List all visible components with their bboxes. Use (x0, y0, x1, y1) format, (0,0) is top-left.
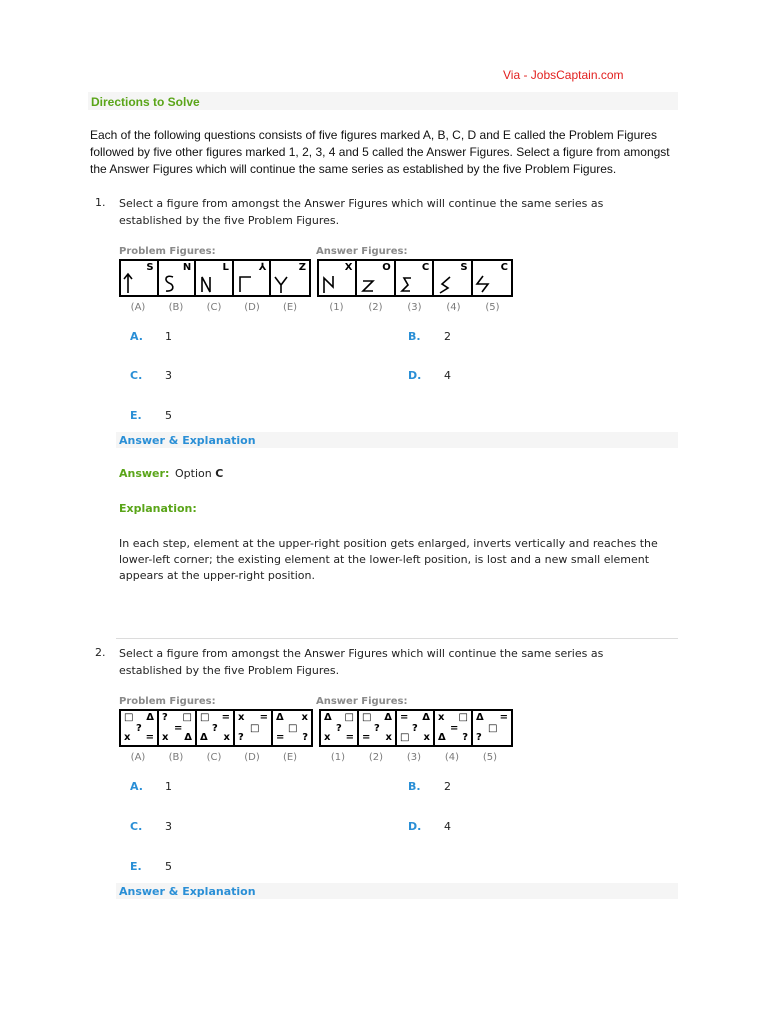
figure-symbol: Δ (324, 712, 332, 723)
problem-figure-1 (121, 711, 159, 745)
caption: (1) (329, 302, 344, 313)
option-e-value[interactable]: 5 (165, 860, 172, 873)
option-a-letter[interactable]: A. (130, 780, 143, 793)
option-c-letter[interactable]: C. (130, 820, 143, 833)
figure-symbol: ? (136, 723, 142, 734)
problem-figure-c (196, 261, 234, 295)
l-shape-figure (234, 261, 270, 295)
caption: (A) (130, 752, 146, 763)
option-b-letter[interactable]: B. (408, 780, 421, 793)
option-a-letter[interactable]: A. (130, 330, 143, 343)
directions-title: Directions to Solve (91, 95, 200, 109)
figure-symbol: = (276, 732, 285, 743)
small-element: N (182, 262, 192, 273)
answer-figure-5 (473, 711, 511, 745)
figure-symbol: = (499, 712, 508, 723)
figure-symbol: ? (462, 732, 468, 743)
figure-symbol: □ (288, 723, 298, 734)
figure-symbol: = (145, 732, 154, 743)
figure-symbol: □ (400, 732, 410, 743)
figure-symbol: x (238, 712, 245, 723)
answer-figure-3 (397, 711, 435, 745)
figure-symbol: □ (200, 712, 210, 723)
figure-symbol: □ (344, 712, 354, 723)
problem-figure-a (121, 261, 159, 295)
figure-symbol: x (301, 712, 308, 723)
figure-symbol: x (324, 732, 331, 743)
figure-symbol: ? (336, 723, 342, 734)
answer-figure-1 (319, 261, 357, 295)
figure-symbol: = (221, 712, 230, 723)
question-text: Select a figure from amongst the Answer Figures which will continue the same series as established by the five Problem Figures. (119, 647, 604, 677)
problem-figure-5 (273, 711, 311, 745)
problem-figure-e (271, 261, 309, 295)
caption: (B) (168, 302, 184, 313)
explanation-label: Explanation: (119, 502, 197, 515)
option-e-letter[interactable]: E. (130, 409, 142, 422)
answer-figures-label: Answer Figures: (316, 696, 408, 707)
y-shape-figure (271, 261, 307, 295)
figure-symbol: x (162, 732, 169, 743)
small-element: C (421, 262, 430, 273)
caption: (3) (407, 302, 422, 313)
problem-figure-3 (197, 711, 235, 745)
problem-figure-b (159, 261, 197, 295)
figure-symbol: = (259, 712, 268, 723)
z-shape-figure (357, 261, 394, 295)
caption: (D) (244, 302, 260, 313)
caption: (4) (446, 302, 461, 313)
answer-option: C (215, 467, 224, 480)
explanation-text: In each step, element at the upper-right position gets enlarged, inverts vertically and reaches the lower-left corner; the existing element at the lower-left position, is lost and a new small element appears at the upper-right position. (119, 537, 658, 582)
answer-prefix: Option (175, 467, 212, 480)
figure-symbol: = (345, 732, 354, 743)
s-shape-figure (473, 261, 510, 295)
option-d-value[interactable]: 4 (444, 369, 451, 382)
caption: (3) (406, 752, 422, 763)
caption: (A) (130, 302, 146, 313)
answer-figure-5 (473, 261, 511, 295)
answer-figures-row (319, 709, 513, 747)
up-arrow-figure (121, 261, 157, 295)
figure-symbol: ? (412, 723, 418, 734)
figure-symbol: Δ (200, 732, 208, 743)
figure-symbol: Δ (276, 712, 284, 723)
option-b-value[interactable]: 2 (444, 330, 451, 343)
option-c-letter[interactable]: C. (130, 369, 143, 382)
caption: (5) (485, 302, 500, 313)
problem-figures-label: Problem Figures: (119, 696, 216, 707)
figure-symbol: □ (458, 712, 468, 723)
figure-symbol: = (362, 732, 371, 743)
figure-symbol: □ (488, 723, 498, 734)
figure-symbol: x (223, 732, 230, 743)
caption: (5) (482, 752, 498, 763)
option-d-value[interactable]: 4 (444, 820, 451, 833)
caption: (E) (282, 752, 298, 763)
option-b-letter[interactable]: B. (408, 330, 421, 343)
figure-symbol: Δ (384, 712, 392, 723)
figure-symbol: x (124, 732, 131, 743)
small-element: L (222, 262, 229, 273)
answer-figure-4 (435, 711, 473, 745)
option-c-value[interactable]: 3 (165, 820, 172, 833)
answer-figure-2 (357, 261, 395, 295)
option-c-value[interactable]: 3 (165, 369, 172, 382)
answer-figure-captions (317, 302, 512, 313)
question-text: Select a figure from amongst the Answer Figures which will continue the same series as established by the five Problem Figures. (119, 197, 604, 227)
problem-figure-captions (119, 752, 309, 763)
problem-figure-4 (235, 711, 273, 745)
s-shape-figure (159, 261, 195, 295)
small-element: S (460, 262, 468, 273)
option-e-letter[interactable]: E. (130, 860, 142, 873)
answer-explanation-link[interactable]: Answer & Explanation (119, 885, 256, 898)
answer-figures-row (317, 259, 513, 297)
small-element: X (344, 262, 353, 273)
problem-figure-d (234, 261, 272, 295)
figure-symbol: Δ (422, 712, 430, 723)
caption: (E) (282, 302, 298, 313)
caption: (B) (168, 752, 184, 763)
option-d-letter[interactable]: D. (408, 369, 422, 382)
answer-figure-3 (396, 261, 434, 295)
small-element: O (382, 262, 391, 273)
figure-symbol: Δ (146, 712, 154, 723)
figure-symbol: ? (238, 732, 244, 743)
figure-symbol: ? (476, 732, 482, 743)
figure-symbol: □ (250, 723, 260, 734)
caption: (4) (444, 752, 460, 763)
answer-figure-1 (321, 711, 359, 745)
caption: (C) (206, 302, 222, 313)
caption: (C) (206, 752, 222, 763)
caption: (D) (244, 752, 260, 763)
z-shape-figure (319, 261, 356, 295)
figure-symbol: ? (374, 723, 380, 734)
question-separator (116, 638, 678, 639)
figure-symbol: = (174, 723, 183, 734)
answer-explanation-link[interactable]: Answer & Explanation (119, 434, 256, 447)
option-a-value[interactable]: 1 (165, 330, 172, 343)
problem-figure-2 (159, 711, 197, 745)
answer-label: Answer: (119, 467, 170, 480)
figure-symbol: x (438, 712, 445, 723)
figure-symbol: x (423, 732, 430, 743)
small-element: C (500, 262, 508, 273)
option-a-value[interactable]: 1 (165, 780, 172, 793)
option-e-value[interactable]: 5 (165, 409, 172, 422)
small-element: ⅄ (258, 262, 267, 273)
answer-figure-2 (359, 711, 397, 745)
option-b-value[interactable]: 2 (444, 780, 451, 793)
figure-symbol: = (400, 712, 409, 723)
figure-symbol: Δ (438, 732, 446, 743)
figure-symbol: ? (212, 723, 218, 734)
figure-symbol: □ (362, 712, 372, 723)
question-number: 1. (95, 196, 106, 209)
figure-symbol: x (385, 732, 392, 743)
figure-symbol: = (450, 723, 459, 734)
answer-figure-4 (434, 261, 472, 295)
figure-symbol: □ (182, 712, 192, 723)
caption: (2) (368, 752, 384, 763)
problem-figures-row (119, 259, 311, 297)
figure-symbol: ? (162, 712, 168, 723)
question-number: 2. (95, 646, 106, 659)
figure-symbol: Δ (184, 732, 192, 743)
s-shape-figure (434, 261, 471, 295)
source-credit: Via - JobsCaptain.com (503, 68, 624, 82)
problem-figures-row (119, 709, 313, 747)
answer-figures-label: Answer Figures: (316, 246, 408, 257)
figure-symbol: □ (124, 712, 134, 723)
problem-figures-label: Problem Figures: (119, 246, 216, 257)
figure-symbol: ? (302, 732, 308, 743)
answer-value (175, 467, 223, 480)
s-shape-figure (396, 261, 433, 295)
caption: (2) (368, 302, 383, 313)
n-shape-figure (196, 261, 232, 295)
option-d-letter[interactable]: D. (408, 820, 422, 833)
small-element: Z (298, 262, 307, 273)
caption: (1) (330, 752, 346, 763)
small-element: S (146, 262, 154, 273)
directions-text: Each of the following questions consists of five figures marked A, B, C, D and E called the Problem Figures followed by five other figures marked 1, 2, 3, 4 and 5 called the Answer Figures. Select a figure from amongst the Answer Figures which will continue the same series as established by the five Problem Figures. (90, 128, 670, 176)
problem-figure-captions (119, 302, 309, 313)
figure-symbol: Δ (476, 712, 484, 723)
answer-figure-captions (319, 752, 509, 763)
